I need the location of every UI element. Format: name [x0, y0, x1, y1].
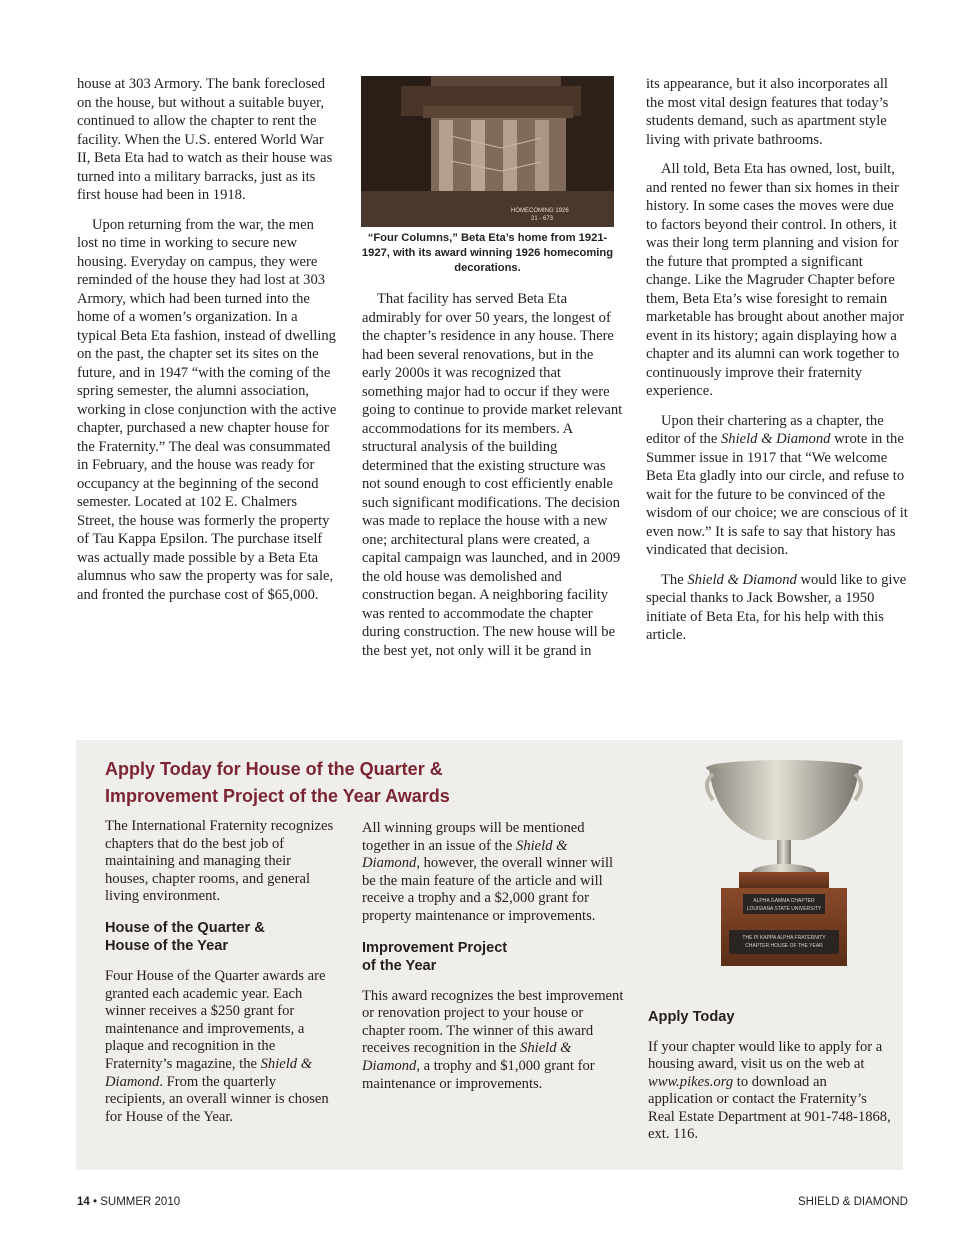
paragraph: Upon returning from the war, the men lost no time in working to secure new housing. Everyday on campus, they were reminded of the house they had lost at 303 Armory, which had been turned into the home of a women’s organization. In a typical Beta Eta fashion, instead of dwelling on the past, the chapter set its sites on the future, and in 1947 “with the coming of the spring semester, the alumni association, working in close conjunction with the active chapter, purchased a new chapter house for the Fraternity.” The deal was consummated in February, and the house was ready for occupancy at the beginning of the second semester. Located at 102 E. Chalmers Street, the house was formerly the property of Tau Kappa Epsilon. The purchase itself was actually made possible by a Beta Eta alumnus who saw the property was for sale, and fronted the purchase cost of $65,000.	[77, 216, 337, 603]
website-link[interactable]: www.pikes.org	[648, 1073, 734, 1090]
paragraph: its appearance, but it also incorporates all the most vital design features that today’s students demand, such as apartment style living with private bathrooms.	[646, 76, 889, 148]
trophy-plate-text: CHAPTER HOUSE OF THE YEAR	[745, 943, 823, 949]
issue-date: SUMMER 2010	[100, 1196, 181, 1208]
trophy-plate-text: LOUISIANA STATE UNIVERSITY	[746, 906, 822, 912]
four-columns-house-image	[361, 76, 614, 227]
footer-separator: •	[93, 1196, 98, 1208]
winners-mention-body: All winning groups will be mentioned together in an issue of the Shield & Diamond, however, the overall winner will be the main feature of the article and will receive a trophy and a $2,000 grant for property maintenance or improvements.	[362, 820, 614, 924]
article-column-1	[77, 75, 337, 615]
footer-magazine-name: SHIELD & DIAMOND	[798, 1196, 908, 1208]
article-column-3	[646, 75, 908, 656]
photo-stamp-text: 21 - 673	[531, 216, 554, 222]
footer-page-info	[77, 1196, 180, 1208]
trophy-icon	[699, 754, 869, 969]
page-number: 14	[77, 1196, 90, 1208]
sidebar-column-2	[362, 820, 624, 1106]
paragraph: house at 303 Armory. The bank foreclosed on the house, but without a suitable buyer, continued to allow the chapter to rent the facility. When the U.S. entered World War II, Beta Eta had to watch as their house was turned into a military barracks, just as its first house had been in 1918.	[77, 76, 333, 203]
sidebar-intro: The International Fraternity recognizes chapters that do the best job of maintaining and managing their houses, chapter rooms, and general living environment.	[105, 818, 334, 905]
house-photo	[361, 76, 614, 227]
sidebar-title: Apply Today for House of the Quarter & Improvement Project of the Year Awards	[105, 759, 450, 806]
trophy-plate-text: THE PI KAPPA ALPHA FRATERNITY	[742, 935, 826, 941]
improvement-project-heading: Improvement Project of the Year	[362, 939, 508, 975]
photo-stamp-text: HOMECOMING 1926	[511, 208, 569, 214]
magazine-name: Shield & Diamond	[720, 431, 831, 447]
paragraph: All told, Beta Eta has owned, lost, built, and rented no fewer than six homes in their history. In some cases the moves were due to factors beyond their control. In others, it was their long term planning and vision for the future that prompted a significant change. Like the Magruder Chapter before them, Beta Eta’s wise foresight to remain marketable has brought about another major event in its history; again displaying how a chapter and its alumni can work together to continuously improve their fraternity experience.	[646, 161, 905, 399]
apply-today-heading: Apply Today	[648, 1009, 735, 1025]
paragraph: The Shield & Diamond would like to give special thanks to Jack Bowsher, a 1950 initiate of Beta Eta, for his help with this article.	[646, 571, 907, 643]
trophy-image	[699, 754, 869, 969]
trophy-plate-text: ALPHA GAMMA CHAPTER	[753, 898, 815, 904]
awards-sidebar	[76, 740, 903, 1170]
photo-caption: “Four Columns,” Beta Eta’s home from 1921-1927, with its award winning 1926 homecoming decorations.	[361, 232, 614, 274]
sidebar-column-1	[105, 818, 335, 1139]
article-column-2	[362, 290, 624, 671]
house-of-quarter-heading: House of the Quarter & House of the Year	[105, 919, 265, 955]
sidebar-column-3	[648, 1008, 893, 1157]
apply-today-body: If your chapter would like to apply for a housing award, visit us on the web at www.pikes.org to download an application or contact the Fraternity’s Real Estate Department at 901-748-1868, ext. 116.	[648, 1038, 891, 1143]
improvement-project-body: This award recognizes the best improvement or renovation project to your house or chapter room. The winner of this award receives recognition in the Shield & Diamond, a trophy and $1,000 grant for maintenance or improvements.	[362, 987, 624, 1092]
house-of-quarter-body: Four House of the Quarter awards are granted each academic year. Each winner receives a $250 grant for maintenance and improvements, a plaque and recognition in the Fraternity’s magazine, the Shield & Diamond. From the quarterly recipients, an overall winner is chosen for House of the Year.	[105, 967, 329, 1125]
paragraph: Upon their chartering as a chapter, the editor of the Shield & Diamond wrote in the Summer issue in 1917 that “We welcome Beta Eta gladly into our circle, and refuse to wait for the future to be convinced of the wisdom of our choice; we are conscious of it even now.” It is safe to say that history has vindicated that decision.	[646, 412, 908, 558]
paragraph: That facility has served Beta Eta admirably for over 50 years, the longest of the chapter’s residence in any house. There had been several renovations, but in the early 2000s it was recognized that something major had to occur if they were going to continue to provide market relevant accommodations for its members. A structural analysis of the building determined that the existing structure was not sound enough to cost efficiently enable such significant modifications. The decision was made to replace the house with a new one; architectural plans were created, a capital campaign was launched, and in 2009 the old house was demolished and construction began. A neighboring facility was rented to accommodate the chapter during construction. The new house will be the best yet, not only will it be grand in	[362, 291, 623, 659]
magazine-name: Shield & Diamond	[687, 571, 797, 588]
